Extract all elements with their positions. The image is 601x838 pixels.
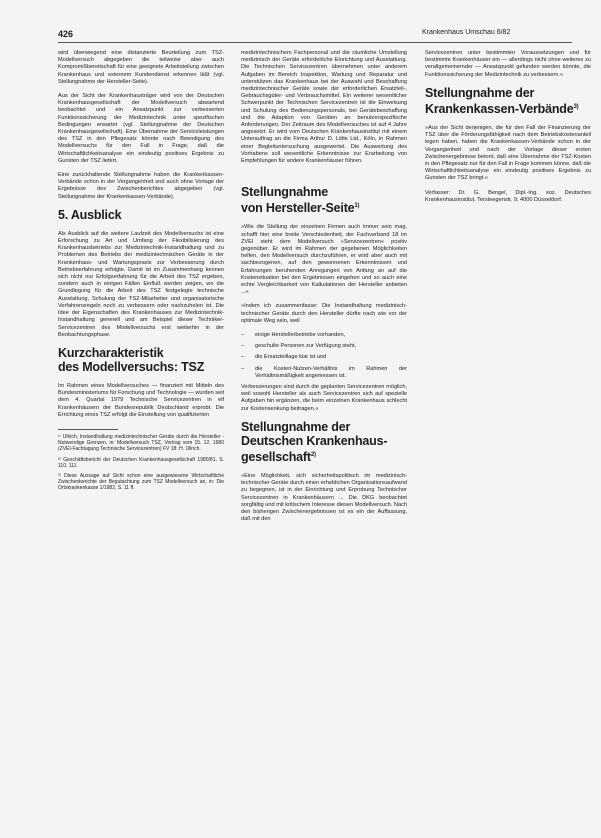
heading-ausblick: 5. Ausblick	[58, 207, 122, 222]
footnote-marker: 3)	[573, 103, 579, 110]
quote-paragraph: »Wie die Stellung der einzelnen Firmen auch immer sein mag, schafft hier eine breite Verschiedenheit, der Fachverband 18 im ZVEI steht dem Modellversuch »Servicezentren« positiv gegenüber. Er wird im Rahmen der gegebenen Möglichkeiten helfen, den Modellversuch durchzuführen, er wird aber auch mit sachbezogenen, auf den gewonnenen Erkenntnissen und Erfahrungen beruhenden Anregungen von Anfang an auf die Kostensituation bei den Ergebnissen eingehen und so auch eine echte Vergleichbarkeit von Kalkulationen der Hersteller anbieten ...«	[241, 224, 407, 296]
heading-line: Kurzcharakteristik	[58, 345, 164, 360]
quote-paragraph: »Eine Möglichkeit, sich sicherheitspolitisch im medizinisch-technischer Geräte durch einen erheblichen Organisationsaufwand zu begegnen, ist in der Einrichtung und Erprobung Technischer Servicezentren in Krankenhäusern ... Die DKG beobachtet sorgfältig und mit kritischem Interesse diesen Modellversuch. Nach den bisherigen Zwischenergebnissen ist es ein der Auffassung, daß mit den	[241, 473, 407, 523]
heading-line: Stellungnahme der	[425, 85, 535, 100]
quote-paragraph: Verbesserungen sind durch die geplanten Servicezentren möglich, weil sowohl Hersteller als auch Servicezentren sich auf spezielle Aufgaben hin ergänzen, die beim einzelnen Krankenhaus schlecht zur Kostensenkung beitragen.«	[241, 384, 407, 412]
paragraph: medizintechnischem Fachpersonal und die räumliche Umstellung medizinisch der Geräte erforderliche Einrichtung und Ausstattung. Die Technischen Servicezentren übernehmen unter anderem Aufgaben im Bereich Inspektion, Wartung und Reparatur und unterstützen das Krankenhaus bei der Auswahl und Beschaffung medizintechnischer Geräte sowie der erforderlichen Ersatzteil-, Gebrauchsgüter- und Verbrauchsmittel. Ein weiterer wesentlicher Schwerpunkt der Technischen Servicezentren ist die Einweisung und Schulung des Bedienungspersonals, bei Gerätebeschaffung und die Adaption von Geräten an benutzerspezifische Anforderungen. Der Zeitraum des Modellversuches ist auf 4 Jahre angesetzt. Er wird vom Deutschen Krankenhausinstitut mit einem Unterauftrag an die Firma Arthur D. Little Ltd., Köln, in Rahmen einer Begleituntersuchung ausgewertet. Die Auswertung des Vorhabens soll wesentliche Erkenntnisse zur Erarbeitung von Empfehlungen für andere Krankenhäuser führen.	[241, 50, 407, 165]
heading-line: des Modellversuchs: TSZ	[58, 359, 205, 374]
paragraph: Im Rahmen eines Modellversuches — finanziert mit Mitteln des Bundesministeriums für Forschung und Technologie — wurden seit dem 4. Quartal 1979 Technische Servicezentren in elf Krankenhäusern der Bundesrepublik Deutschland erprobt. Die Errichtung eines TSZ erfolgt die Einstellung von qualifizierten	[58, 382, 224, 418]
heading-line: gesellschaft	[241, 450, 311, 465]
quote-paragraph: »Indem ich zusammenfasse: Die Instandhaltung medizinisch-technischer Geräte durch den Hersteller dürfte nach wie vor der optimale Weg sein, weil	[241, 303, 407, 324]
footnote-1: ¹⁾ Ullrich, Instandhaltung medizintechnischer Geräte durch die Hersteller - Notwendige Grenzen, in: Modellversuch TSZ, Vortrag vom 15. 12. 1980 (ZVEI-Fachtagung Technische Servicezentren) FV 18: H. Ullrich.	[58, 433, 224, 453]
paragraph: Eine zurückhaltende Stellungnahme haben die Krankenkassen-Verbände schon in der Vergangenheit und auch ohne Vorlage der Ergebnisse des Zwischenberichtes abgegeben (vgl. Stellungnahme der Krankenkassen-Verbände).	[58, 172, 224, 200]
list-item: – geschulte Personen zur Verfügung steht,	[241, 343, 357, 350]
quote-paragraph: Servicezentren unter bestimmten Voraussetzungen und für bestimmte Krankenhäuser ein — allerdings nicht ohne weiteres zu verallgemeinernder — Ansatzpunkt gefunden werden könnte, die Funktionssicherung der Medizintechnik zu verbessern.«	[425, 50, 591, 78]
heading-line: Stellungnahme der	[241, 419, 351, 434]
paragraph: Aus der Sicht der Krankenhausträger wird von der Deutschen Krankenhausgesellschaft der Modellversuch abwartend beobachtet und ein Ansatzpunkt zur verbesserten Funktionssicherung der Medizintechnik unter spezifischen Bedingungen erwartet (vgl. Stellungnahme der Deutschen Krankenhausgesellschaft). Eine Übernahme der Serviceleistungen des TSZ in den Pflegesatz könnte nach Beendigung des Modellversuchs für den Fall in Frage, daß die Wirtschaftlichkeitsanalyse ein eindeutig positives Ergebnis zu Gunsten der TSZ liefert.	[58, 93, 224, 164]
heading-hersteller	[241, 185, 407, 215]
footnote-3: ³⁾ Diese Aussage auf Sicht schon eine ausgewiesene Wirtschaftliche Zwischenberichte der Begutachtung zum TSZ Modellversuch an, in: Die Ortskrankenkasse 1/1982, S. 11 ff.	[58, 472, 224, 492]
heading-krankenkassen	[425, 86, 591, 116]
author-note: Verfasser: Dr. G. Bengel, Dipl.-Ing. soz. Deutsches Krankenhausinstitut, Tersteegenstr. 9, 4000 Düsseldorf.	[425, 189, 591, 203]
heading-dkg	[241, 420, 407, 464]
list-item: – die Kosten-Nutzen-Verhältnis im Rahmen der Verhältnismäßigkeit angemessen ist.	[241, 365, 407, 379]
quote-paragraph: »Aus der Sicht derjenigen, die für den Fall der Finanzierung der TSZ über die Förderungsfähigkeit nach dem Betriebskostenanteil legen haben, haben die Krankenkassen-Verbände schon in der Vergangenheit und nach der Vorlage dieser ersten Zwischenergebnisse betont, daß eine Übernahme der TSZ-Kosten in den Pflegesatz nur für den Fall in Frage kommen könne, daß die Wirtschaftlichkeitsanalyse ein eindeutig positives Ergebnis zu Gunsten der TSZ bringt.«	[425, 124, 591, 182]
footnote-marker: 2)	[310, 451, 316, 458]
column-middle	[241, 50, 407, 530]
paragraph: wird überwiegend eine distanzierte Beurteilung zum TSZ-Modellversuch abgegeben die teilweise aber auch Kompromißbereitschaft für eine geeignete Arbeitsteilung zwischen Krankenhaus und externem Kundendienst erkennen läßt (vgl. Stellungnahme der Hersteller-Seite).	[58, 50, 224, 85]
list-item: – die Ersatzteillage klar ist und	[241, 354, 327, 361]
column-right	[425, 50, 591, 211]
column-left	[58, 50, 224, 496]
heading-line: Deutschen Krankenhaus-	[241, 433, 388, 448]
paragraph: Als Ausblick auf die weitere Laufzeit des Modellversuchs ist eine Erforschung zu Art und Umfang der Flexibilisierung des Krankenhausbetriebs zur Medizintechnik-Instandhaltung und zu Problemen des Betriebs der medizintechnischen Geräte in der Krankenhaus- und Wartungspraxis zur Verbesserung durch Betriebserfahrung erfolgte. Damit ist im Zusammenhang kennen sich nicht nur Erfolgserfahrung für die Arbeit des TSZ ergeben, sondern auch in einigen Fällen Einfluß werden zeigen, wo die Grundlegung für die Arbeit des TSZ festgelegte technische Ausstattung, Schulung der TSZ-Mitarbeiter und organisatorische Verfahrensregeln noch zu verbessern oder nachzuholen ist. Die Idee der Eigenschaften des Krankenhauses zur Medizintechnik-Instandhaltung generell und am Beispiel dieser Techniker-Servicezentren des Modellversuchs erst weiterhin in der Beobachtungsphase.	[58, 230, 224, 338]
heading-line: Krankenkassen-Verbände	[425, 101, 574, 116]
footnote-2: ²⁾ Geschäftsbericht der Deutschen Krankenhausgesellschaft 1980/81, S. 110, 111.	[58, 456, 224, 469]
page-number: 426	[58, 29, 74, 39]
list-item: – einige Herstellerbetriebe vorhanden,	[241, 332, 346, 339]
heading-line: von Hersteller-Seite	[241, 201, 355, 216]
heading-line: Stellungnahme	[241, 185, 328, 200]
running-title: Krankenhaus Umschau 6/82	[422, 29, 511, 36]
footnote-marker: 1)	[354, 203, 360, 210]
heading-kurzcharakteristik	[58, 346, 224, 374]
header-rule	[58, 42, 572, 43]
footnote-rule	[58, 429, 118, 430]
